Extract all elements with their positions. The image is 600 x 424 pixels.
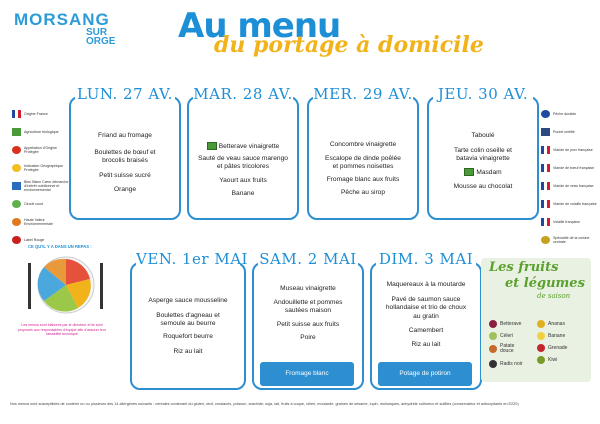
poultry-meat-france-icon	[541, 200, 550, 208]
legend-item	[541, 234, 597, 245]
produce-item	[489, 360, 523, 368]
dish: Camembert	[408, 327, 444, 334]
produce-label: Banane	[548, 333, 566, 339]
legend-item	[12, 144, 70, 155]
dish: Banane	[231, 190, 255, 197]
veal-france-icon	[541, 182, 550, 190]
legend-label: Spécialité de la cuisine centrale	[553, 235, 590, 244]
produce-item	[489, 344, 537, 354]
legend-item	[541, 180, 597, 191]
produce-label: Céleri	[500, 333, 514, 339]
legend-item	[12, 216, 70, 227]
dish	[429, 168, 537, 177]
igp-icon	[12, 164, 21, 172]
certified-chicken-icon	[541, 128, 550, 136]
legend-label: Viande de porc française	[553, 147, 593, 152]
day-card-tuesday	[187, 85, 299, 220]
organic-farming-icon	[464, 168, 474, 176]
beetroot-icon	[489, 320, 497, 328]
day-label: DIM. 3 MAI	[376, 250, 476, 268]
seasonal-produce-panel	[481, 258, 591, 382]
day-card-thursday	[427, 85, 539, 220]
dish: Orange	[114, 186, 136, 193]
day-card-wednesday	[307, 85, 419, 220]
legend-item	[541, 216, 597, 227]
page-title: Au menu	[178, 6, 341, 46]
day-card-friday	[130, 250, 248, 390]
extra-dish-button[interactable]: Potage de potiron	[378, 362, 472, 386]
produce-title-3: de saison	[537, 292, 571, 300]
dish: Andouillette et pommes sautées maison	[273, 299, 343, 315]
legend-item	[12, 198, 70, 209]
label-legend-right	[541, 108, 597, 252]
produce-item	[489, 332, 513, 340]
dish: Friand au fromage	[98, 132, 152, 139]
legend-item	[12, 126, 70, 137]
plate-title: CE QU'IL Y A DANS UN REPAS :	[28, 244, 92, 249]
plate-note: Les menus sont élaborés par le directeur et ils sont proposés aux responsables d'équipe afin d'assurer leur faisabilité technique	[18, 323, 106, 337]
dish-label: Masdam	[476, 168, 502, 176]
day-label: MAR. 28 AV.	[193, 85, 293, 103]
short-circuit-icon	[12, 200, 21, 208]
dish: Tarte colin oseille et batavia vinaigrette	[454, 147, 512, 163]
dish: Boulettes de bœuf et brocolis braisés	[94, 149, 156, 165]
allergen-footer: Nos menus sont susceptibles de contenir un ou plusieurs des 14 allergènes suivants : céréales contenant du gluten, œuf, crustacés, poisson, arachide, soja, lait, fruits à coque, céleri, moutarde, graines de sésame, lupin, mollusques, anhydride sulfureux et sulfites (conservateur et antioxydants en E220)	[10, 402, 519, 406]
dish: Escalope de dinde poêlée et pommes noisettes	[325, 155, 401, 171]
legend-label: Label Rouge	[24, 237, 45, 242]
dish: Pavé de saumon sauce hollandaise et trio de choux au gratin	[385, 296, 467, 320]
legend-label: Appellation d'Origine Protégée	[24, 145, 58, 154]
celery-icon	[489, 332, 497, 340]
day-card-sunday	[370, 250, 482, 390]
logo-sub2: ORGE	[86, 36, 116, 47]
extra-dish-button[interactable]: Fromage blanc	[260, 362, 354, 386]
label-rouge-icon	[12, 236, 21, 244]
beef-france-icon	[541, 164, 550, 172]
produce-title-2: et légumes	[505, 276, 585, 291]
bleu-blanc-coeur-icon	[12, 182, 21, 190]
legend-label: Poulet certifié	[553, 129, 575, 134]
day-card-saturday	[252, 250, 364, 390]
pomegranate-icon	[537, 344, 545, 352]
produce-label: Patate douce	[500, 343, 515, 354]
legend-label: Indication Géographique Protégée	[24, 163, 64, 172]
dish: Mousse au chocolat	[453, 183, 513, 190]
produce-label: Grenade	[548, 345, 568, 351]
day-card-monday	[69, 85, 181, 220]
day-label: LUN. 27 AV.	[75, 85, 175, 103]
day-label: MER. 29 AV.	[313, 85, 413, 103]
dish-label: Betterave vinaigrette	[218, 142, 280, 150]
dish: Riz au lait	[173, 348, 203, 355]
pineapple-icon	[537, 320, 545, 328]
day-label: SAM. 2 MAI	[259, 250, 357, 268]
produce-label: Ananas	[548, 321, 565, 327]
organic-farming-icon	[207, 142, 217, 150]
sweet-potato-icon	[489, 345, 497, 353]
black-radish-icon	[489, 360, 497, 368]
legend-item	[12, 162, 70, 173]
day-label: VEN. 1er MAI	[136, 250, 248, 268]
poultry-france-icon	[541, 218, 550, 226]
banana-icon	[537, 332, 545, 340]
dish: Fromage blanc aux fruits	[326, 176, 400, 183]
aop-icon	[12, 146, 21, 154]
legend-label: Haute Valeur Environnementale	[24, 217, 53, 226]
logo-sub	[86, 28, 115, 46]
produce-label: Betterave	[500, 321, 522, 327]
produce-label: Kiwi	[548, 357, 558, 363]
produce-item	[537, 356, 557, 364]
logo-sub1: SUR	[86, 27, 108, 38]
legend-item	[541, 126, 597, 137]
produce-item	[537, 344, 567, 352]
legend-label: Pêche durable	[553, 111, 577, 116]
dish: Poire	[300, 334, 316, 341]
legend-label: Origine France	[24, 111, 48, 116]
legend-item	[541, 108, 597, 119]
dish: Asperge sauce mousseline	[148, 297, 228, 304]
morsang-logo	[14, 10, 134, 50]
dish: Riz au lait	[411, 341, 441, 348]
dish: Boulettes d'agneau et semoule au beurre	[156, 312, 220, 328]
central-kitchen-icon	[541, 236, 550, 244]
dish: Maquereaux à la moutarde	[386, 281, 466, 288]
dish: Taboulé	[471, 132, 495, 139]
pork-france-icon	[541, 146, 550, 154]
legend-label: Volaille française	[553, 219, 580, 224]
produce-item	[537, 320, 565, 328]
dish	[189, 142, 297, 151]
flag-france-icon	[12, 110, 21, 118]
legend-label: Viande de veau française	[553, 183, 594, 188]
kiwi-icon	[537, 356, 545, 364]
dish: Yaourt aux fruits	[219, 177, 267, 184]
produce-label: Radis noir	[500, 361, 523, 367]
produce-title-1: Les fruits	[489, 260, 559, 275]
dish: Pêche au sirop	[341, 189, 385, 196]
legend-item	[541, 198, 597, 209]
legend-item	[12, 180, 70, 191]
legend-label: Circuit court	[24, 201, 44, 206]
legend-label: Viande de volaille française	[553, 201, 597, 206]
dish: Petit suisse sucré	[99, 172, 151, 179]
organic-farming-icon	[12, 128, 21, 136]
legend-item	[12, 108, 70, 119]
label-legend-left	[12, 108, 70, 252]
plate-illustration	[14, 249, 110, 319]
produce-item	[489, 320, 521, 328]
meal-plate-guide	[14, 244, 110, 337]
dish: Concombre vinaigrette	[329, 141, 397, 148]
sustainable-fishing-icon	[541, 110, 550, 118]
logo-word: MORSANG	[14, 10, 110, 29]
legend-label: Agriculture biologique	[24, 129, 59, 134]
legend-item	[541, 144, 597, 155]
day-label: JEU. 30 AV.	[433, 85, 533, 103]
legend-item	[541, 162, 597, 173]
dish: Petit suisse aux fruits	[276, 321, 340, 328]
legend-label: Bleu Blanc Cœur démarche d'intérêt nutritionnel et environnemental	[24, 179, 69, 192]
dish: Sauté de veau sauce marengo et pâtes tricolores	[198, 155, 288, 171]
page-subtitle: du portage à domicile	[214, 32, 484, 58]
hve-icon	[12, 218, 21, 226]
dish: Roquefort beurre	[163, 333, 213, 340]
dish: Museau vinaigrette	[280, 285, 336, 292]
legend-label: Viande de bœuf française	[553, 165, 595, 170]
produce-item	[537, 332, 565, 340]
